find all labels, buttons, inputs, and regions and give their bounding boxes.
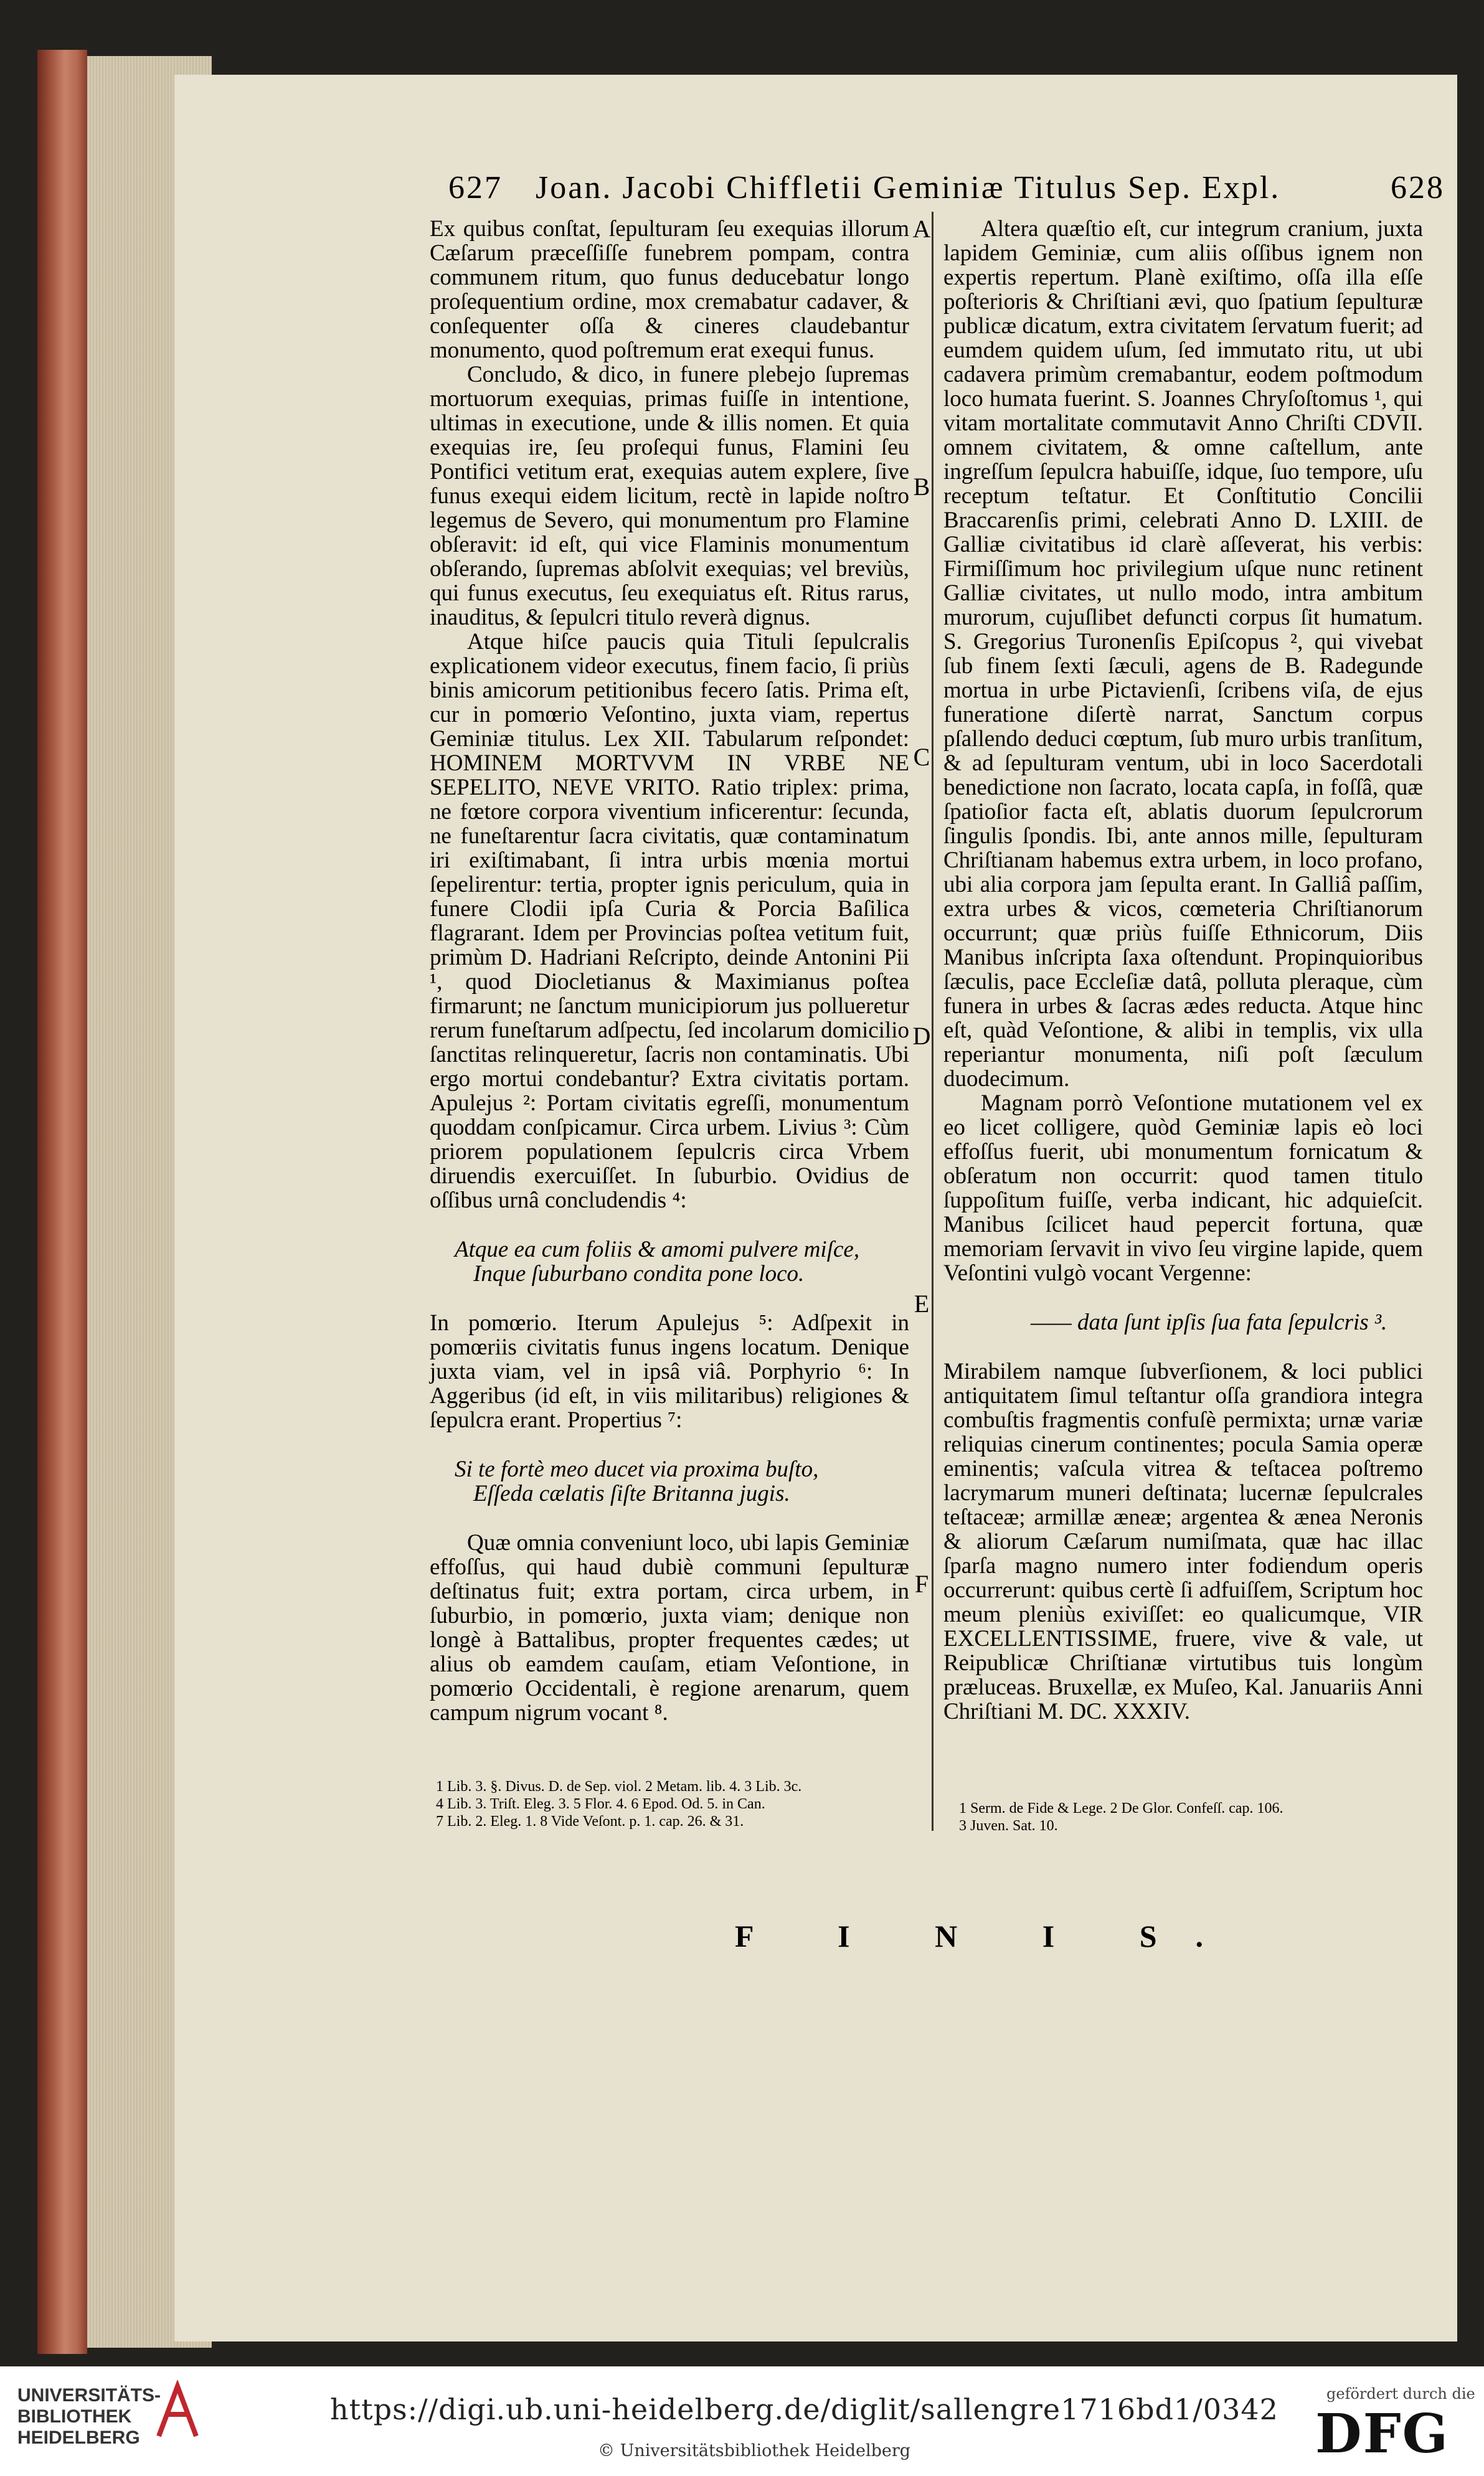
paragraph: Concludo, & dico, in funere plebejo ſupremas mortuorum exequias, primas fuiſſe in intentione, ultimas in executione, unde & illis nomen. Et quia exequias ire, ſeu proſequi funus, Flamini ſeu Pontifici vetitum erat, exequias autem explere, ſive funus exequi eidem licitum, rectè in lapide noſtro legemus de Severo, qui monumentum pro Flamine obſeravit: id eſt, qui vice Flaminis monumentum obſerando, ſupremas abſolvit exequias; vel breviùs, qui funus executus, ſeu exequiatus eſt. Ritus rarus, inauditus, & ſepulcri titulo reverà dignus. (430, 362, 909, 630)
margin-letter-c: C (913, 743, 930, 771)
page-number-left: 627 (448, 170, 503, 206)
verse-quote: —— data ſunt ipſis ſua fata ſepulcris ³. (1031, 1310, 1387, 1335)
footnote: 3 Juven. Sat. 10. (959, 1818, 1058, 1834)
verse-quote (455, 1237, 909, 1286)
column-divider (932, 212, 933, 1831)
library-logo-text[interactable]: UNIVERSITÄTS- BIBLIOTHEK HEIDELBERG (17, 2385, 161, 2448)
margin-letter-b: B (913, 473, 930, 501)
running-title: Joan. Jacobi Chiffletii Geminiæ Titulus Sep. Expl. (536, 170, 1281, 206)
permalink-url[interactable]: https://digi.ub.uni-heidelberg.de/diglit/sallengre1716bd1/0342 (330, 2393, 1278, 2426)
book-edge (37, 50, 87, 2354)
running-header (448, 169, 1445, 213)
paragraph: In pomœrio. Iterum Apulejus ⁵: Adſpexit in pomœriis civitatis funus ingens locatum. Denique juxta viam, vel in ipsâ viâ. Porphyrio ⁶: In Aggeribus (id eſt, in viis militaribus) religiones & ſepulcra erant. Propertius ⁷: (430, 1310, 909, 1433)
footnote: 1 Serm. de Fide & Lege. 2 De Glor. Confeſſ. cap. 106. (959, 1800, 1283, 1817)
library-logo-icon (153, 2380, 202, 2442)
copyright-text: © Universitätsbibliothek Heidelberg (598, 2441, 911, 2460)
footnote: 7 Lib. 2. Eleg. 1. 8 Vide Veſont. p. 1. cap. 26. & 31. (436, 1813, 744, 1830)
dfg-logo[interactable]: DFG (1315, 2403, 1450, 2465)
margin-letter-e: E (914, 1290, 930, 1318)
paragraph: Magnam porrò Veſontione mutationem vel ex eo licet colligere, quòd Geminiæ lapis eò loci effoſſus fuerit, ubi monumentum fornicatum & obſeratum non occurrit: quod tamen titulo ſuppoſitum fuiſſe, verba indicant, hic adquieſcit. Manibus ſcilicet haud pepercit fortuna, quæ memoriam ſervavit in vivo ſeu virgine lapide, quem Veſontini vulgò vocant Vergenne: (943, 1090, 1423, 1286)
verse-line: Si te fortè meo ducet via proxima buſto, (455, 1457, 819, 1482)
verse-line: Atque ea cum foliis & amomi pulvere miſce, (455, 1237, 860, 1262)
verse-line: Eſſeda cælatis ſiſte Britanna jugis. (473, 1481, 790, 1506)
margin-letter-a: A (912, 215, 931, 243)
right-footnotes (959, 1800, 1420, 1835)
finis-colophon: F I N I S. (735, 1919, 1242, 1954)
paragraph: Mirabilem namque ſubverſionem, & loci publici antiquitatem ſimul teſtantur oſſa grandiora integra combuſtis fragmentis confuſè permixta; urnæ variæ reliquias cinerum continentes; pocula Samia operæ eminentis; vaſcula vitrea & teſtacea poſtremo lacrymarum muneri deſtinata; lucernæ ſepulcrales teſtaceæ; armillæ æneæ; argentea & ænea Neronis & aliorum Cæſarum numiſmata, quæ hac illac ſparſa magno numero inter fodiendum operis occurrerunt: quibus certè ſi adfuiſſem, Scriptum hoc meum pleniùs exiviſſet: eo qualicumque, VIR EXCELLENTISSIME, fruere, vive & vale, ut Reipublicæ Chriſtianæ virtutibus tuis longùm præluceas. Bruxellæ, ex Muſeo, Kal. Januariis Anni Chriſtiani M. DC. XXXIV. (943, 1359, 1423, 1724)
verse-quote (455, 1457, 909, 1506)
verse-line: Inque ſuburbano condita pone loco. (473, 1261, 805, 1287)
paragraph: Atque hiſce paucis quia Tituli ſepulcralis explicationem videor executus, finem facio, ſi priùs binis amicorum petitionibus fecero ſatis. Prima eſt, cur in pomœrio Veſontino, juxta viam, repertus Geminiæ titulus. Lex XII. Tabularum reſpondet: HOMINEM MORTVVM IN VRBE NE SEPELITO, NEVE VRITO. Ratio triplex: prima, ne fœtore corpora viventium inficerentur: ſecunda, ne funeſtarentur ſacra civitatis, quæ contaminatum iri exiſtimabant, ſi intra urbis mœnia mortui ſepelirentur: tertia, propter ignis periculum, quia in funere Clodii ipſa Curia & Porcia Baſilica flagrarant. Idem per Provincias poſtea vetitum fuit, primùm D. Hadriani Reſcripto, deinde Antonini Pii ¹, quod Diocletianus & Maximianus poſtea firmarunt; ne ſanctum municipiorum jus pollueretur rerum funeſtarum adſpectu, ſed incolarum domicilio ſanctitas relinqueretur, ſacris non contaminatis. Ubi ergo mortui condebantur? Extra civitatis portam. Apulejus ²: Portam civitatis egreſſi, monumentum quoddam conſpicamur. Circa urbem. Livius ³: Cùm priorem populationem ſepulcris circa Vrbem diruendis exercuiſſet. In ſuburbio. Ovidius de oſſibus urnâ concludendis ⁴: (430, 629, 909, 1213)
paragraph: Ex quibus conſtat, ſepulturam ſeu exequias illorum Cæſarum præceſſiſſe funebrem pompam, contra communem ritum, quo funus deducebatur longo proſequentium ordine, mox cremabatur cadaver, & conſequenter oſſa & cineres claudebantur monumento, quod poſtremum erat exequi funus. (430, 216, 909, 363)
margin-letter-d: D (912, 1022, 931, 1050)
margin-letter-f: F (914, 1570, 929, 1598)
page-number-right: 628 (1391, 170, 1445, 206)
paragraph: Altera quæſtio eſt, cur integrum cranium, juxta lapidem Geminiæ, cum aliis oſſibus ignem non expertis repertum. Planè exiſtimo, oſſa illa eſſe poſterioris & Chriſtiani ævi, quo ſpatium ſepulturæ publicæ dicatum, extra civitatem ſervatum fuerit; ad eumdem quidem uſum, ſed immutato ritu, ut ubi cadavera primùm cremabantur, eodem poſtmodum loco humata fuerint. S. Joannes Chryſoſtomus ¹, qui vitam mortalitate commutavit Anno Chriſti CDVII. omnem civitatem, & omne caſtellum, ante ingreſſum ſepulcra habuiſſe, idque, ſuo tempore, uſu receptum teſtatur. Et Conſtitutio Concilii Braccarenſis primi, celebrati Anno D. LXIII. de Galliæ civitatibus id clarè aſſeverat, his verbis: Firmiſſimum hoc privilegium uſque nunc retinent Galliæ civitates, ut nullo modo, intra ambitum murorum, cujuſlibet defuncti corpus ſit humatum. S. Gregorius Turonenſis Epiſcopus ², qui vivebat ſub finem ſexti ſæculi, agens de B. Radegunde mortua in urbe Pictavienſi, ſcribens viſa, de ejus funeratione diſertè narrat, Sanctum corpus pſallendo deduci cœptum, ſub muro urbis tranſitum, & ad ſepulturam ventum, ubi in loco Sacerdotali benedictione non ſacrato, locata capſa, in foſſâ, quæ ſpatioſior facta eſt, ablatis duorum ſepulcrorum ſingulis ſpondis. Ibi, ante annos mille, ſepulturam Chriſtianam habemus extra urbem, in loco profano, ubi alia corpora jam ſepulta erant. In Galliâ paſſim, extra urbes & vicos, cœmeteria Chriſtianorum occurrunt; quæ priùs fuiſſe Ethnicorum, Diis Manibus inſcripta ſaxa oſtendunt. Propinquioribus ſæculis, pace Eccleſiæ datâ, polluta pleraque, cùm funera in urbes & ſacras ædes reducta. Atque hinc eſt, quàd Veſontione, & alibi in templis, vix ulla reperiantur monumenta, niſi poſt ſæculum duodecimum. (943, 216, 1423, 1092)
funding-label: gefördert durch die (1326, 2385, 1475, 2403)
footnote: 4 Lib. 3. Triſt. Eleg. 3. 5 Flor. 4. 6 Epod. Od. 5. in Can. (436, 1796, 765, 1812)
left-footnotes (436, 1778, 909, 1830)
paragraph: Quæ omnia conveniunt loco, ubi lapis Geminiæ effoſſus, qui haud dubiè communi ſepulturæ deſtinatus fuit; extra portam, circa urbem, in ſuburbio, in pomœrio, juxta viam; denique non longè à Battalibus, propter frequentes cædes; ut alius ob eamdem cauſam, etiam Veſontione, in pomœrio Occidentali, è regione arenarum, quem campum nigrum vocant ⁸. (430, 1530, 909, 1726)
right-column (943, 217, 1423, 1724)
left-column (430, 217, 909, 1725)
footnote: 1 Lib. 3. §. Divus. D. de Sep. viol. 2 Metam. lib. 4. 3 Lib. 3c. (436, 1779, 802, 1795)
